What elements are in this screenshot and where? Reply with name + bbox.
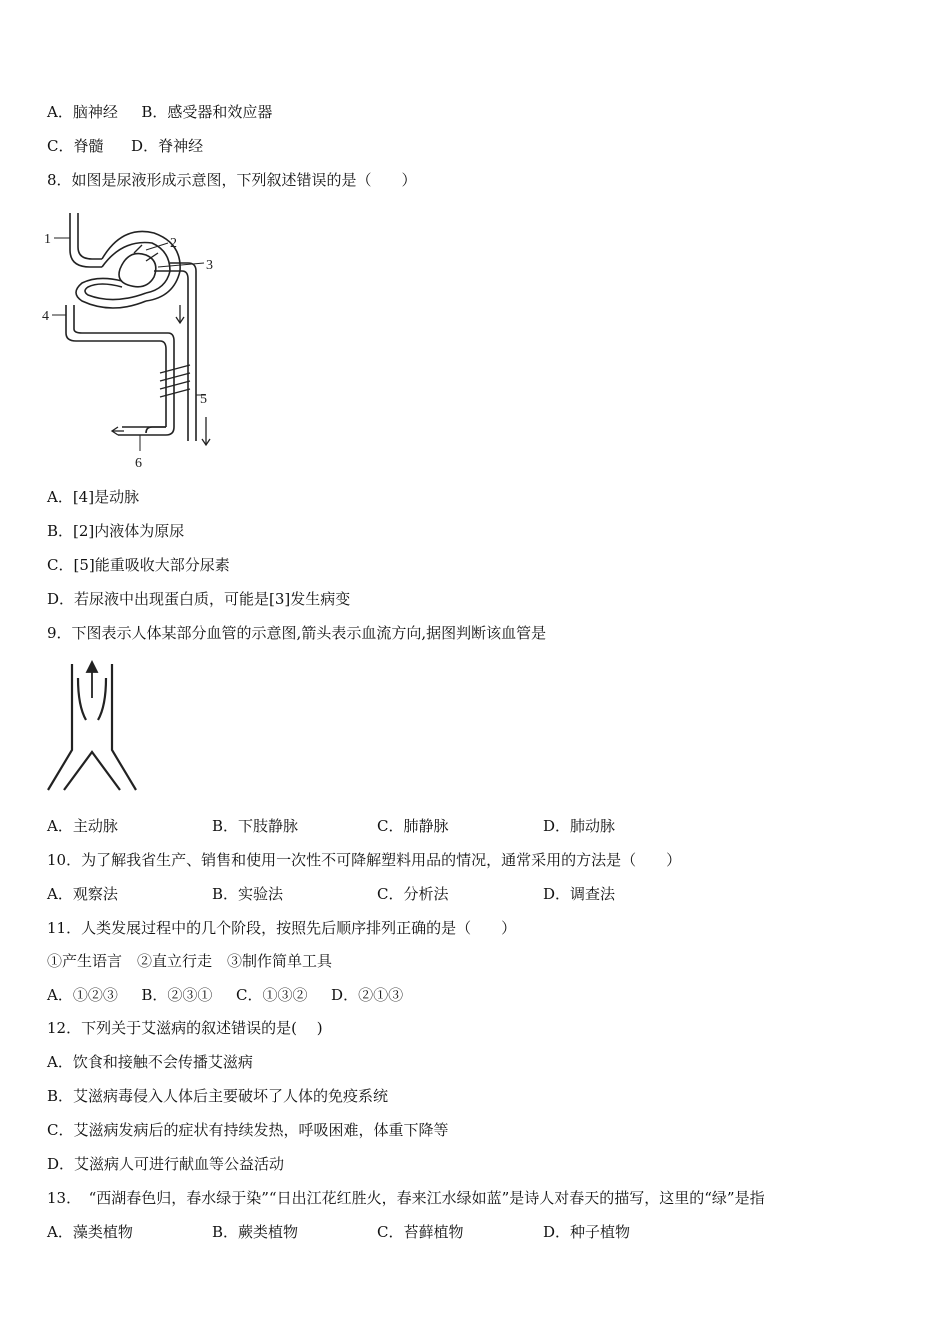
q11-option-b: B．②③① bbox=[141, 986, 213, 1004]
q8-stem: 8．如图是尿液形成示意图，下列叙述错误的是（ ） bbox=[47, 171, 417, 189]
nephron-diagram bbox=[42, 205, 232, 473]
nephron-label-1: 1 bbox=[44, 232, 51, 247]
q8-option-b: B．[2]内液体为原尿 bbox=[47, 522, 185, 540]
q13-option-d: D．种子植物 bbox=[543, 1223, 631, 1241]
q12-stem: 12．下列关于艾滋病的叙述错误的是( ) bbox=[47, 1019, 323, 1037]
q7-option-a: A．脑神经 bbox=[47, 103, 118, 121]
q7-options-row2 bbox=[47, 136, 203, 156]
q11-option-d: D．②①③ bbox=[331, 986, 404, 1004]
q12-option-d: D．艾滋病人可进行献血等公益活动 bbox=[47, 1155, 285, 1173]
q10-stem: 10．为了解我省生产、销售和使用一次性不可降解塑料用品的情况，通常采用的方法是（ ） bbox=[47, 851, 682, 869]
q11-option-a: A．①②③ bbox=[47, 986, 118, 1004]
blood-vessel-diagram bbox=[44, 658, 140, 796]
q13-option-b: B．蕨类植物 bbox=[212, 1223, 299, 1241]
q9-option-d: D．肺动脉 bbox=[543, 817, 616, 835]
q12-option-c: C．艾滋病发病后的症状有持续发热，呼吸困难，体重下降等 bbox=[47, 1121, 449, 1139]
q8-option-c: C．[5]能重吸收大部分尿素 bbox=[47, 556, 230, 574]
nephron-label-3: 3 bbox=[206, 258, 213, 273]
q7-option-b: B．感受器和效应器 bbox=[141, 103, 273, 121]
nephron-label-5: 5 bbox=[200, 392, 207, 407]
nephron-label-4: 4 bbox=[42, 309, 49, 324]
q10-option-b: B．实验法 bbox=[212, 885, 284, 903]
q7-options-row1 bbox=[47, 102, 272, 122]
q11-options bbox=[47, 985, 403, 1005]
q10-option-d: D．调查法 bbox=[543, 885, 616, 903]
q12-option-b: B．艾滋病毒侵入人体后主要破坏了人体的免疫系统 bbox=[47, 1087, 389, 1105]
q13-option-a: A．藻类植物 bbox=[47, 1223, 133, 1241]
q13-stem: 13． “西湖春色归，春水绿于染”“日出江花红胜火，春来江水绿如蓝”是诗人对春天的描写，这里的“绿”是指 bbox=[47, 1189, 765, 1207]
q11-items: ①产生语言 ②直立行走 ③制作简单工具 bbox=[47, 952, 333, 970]
q10-option-c: C．分析法 bbox=[377, 885, 449, 903]
q13-option-c: C．苔藓植物 bbox=[377, 1223, 464, 1241]
q8-option-a: A．[4]是动脉 bbox=[47, 488, 140, 506]
q9-stem: 9．下图表示人体某部分血管的示意图,箭头表示血流方向,据图判断该血管是 bbox=[47, 624, 547, 642]
q12-option-a: A．饮食和接触不会传播艾滋病 bbox=[47, 1053, 253, 1071]
q9-option-c: C．肺静脉 bbox=[377, 817, 449, 835]
q9-option-b: B．下肢静脉 bbox=[212, 817, 299, 835]
q11-option-c: C．①③② bbox=[236, 986, 308, 1004]
q7-option-d: D．脊神经 bbox=[131, 137, 204, 155]
q9-option-a: A．主动脉 bbox=[47, 817, 118, 835]
nephron-label-2: 2 bbox=[170, 236, 177, 251]
q7-option-c: C．脊髓 bbox=[47, 137, 104, 155]
nephron-label-6: 6 bbox=[135, 456, 142, 471]
q8-option-d: D．若尿液中出现蛋白质，可能是[3]发生病变 bbox=[47, 590, 351, 608]
q11-stem: 11．人类发展过程中的几个阶段，按照先后顺序排列正确的是（ ） bbox=[47, 919, 517, 937]
q10-option-a: A．观察法 bbox=[47, 885, 118, 903]
